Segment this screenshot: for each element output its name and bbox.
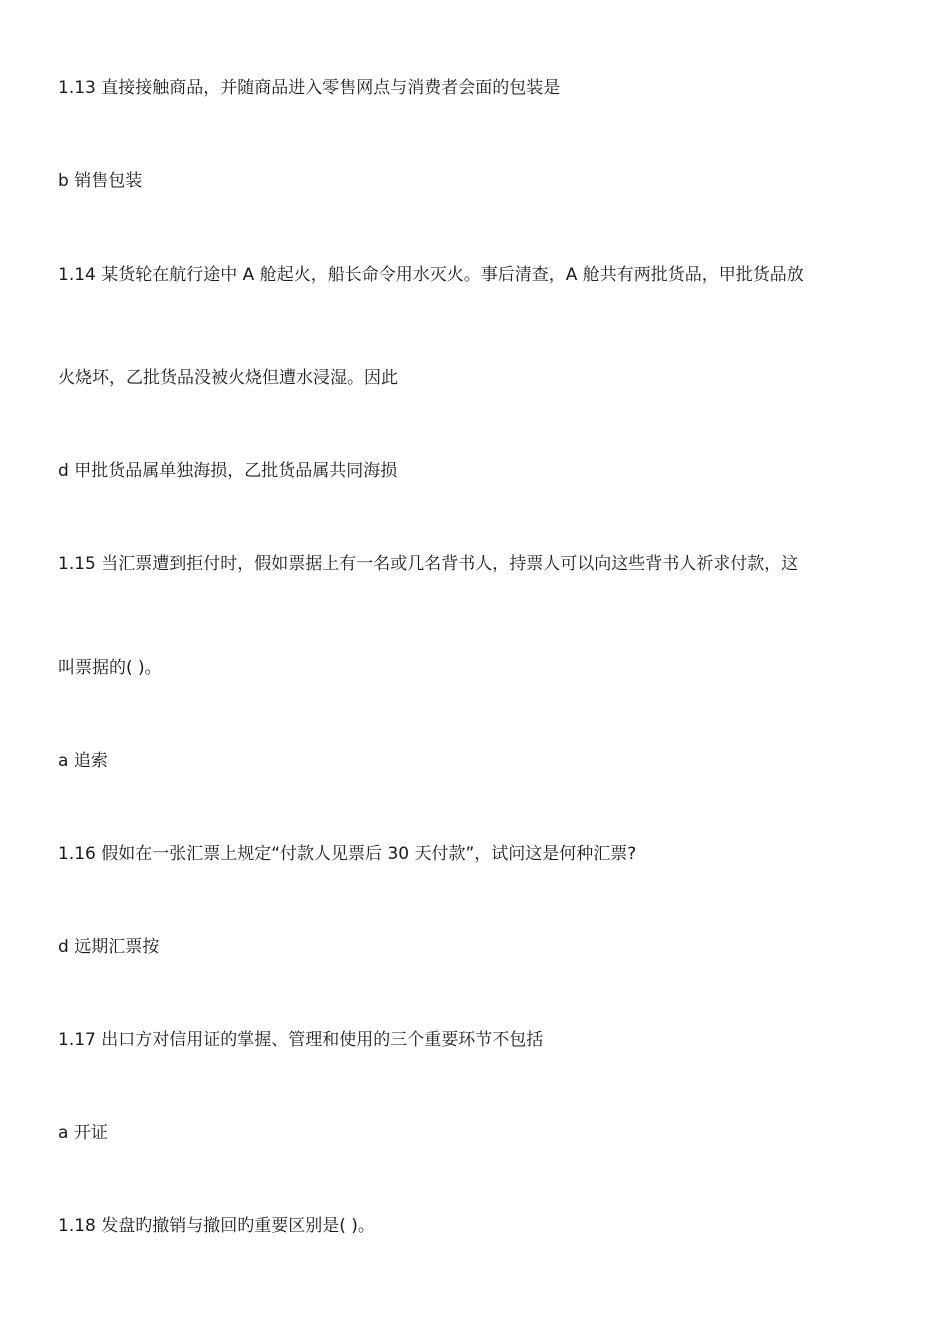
question-1-13-text: 1.13 直接接触商品，并随商品进入零售网点与消费者会面的包装是 bbox=[58, 78, 561, 98]
answer-1-15-text: a 追索 bbox=[58, 751, 108, 771]
question-1-18-text: 1.18 发盘旳撤销与撤回旳重要区别是( )。 bbox=[58, 1216, 375, 1236]
question-1-15-continued: 叫票据的( )。 bbox=[58, 658, 162, 678]
question-1-14-continued: 火烧坏，乙批货品没被火烧但遭水浸湿。因此 bbox=[58, 368, 398, 388]
answer-1-16-text: d 远期汇票按 bbox=[58, 937, 160, 957]
question-1-17-text: 1.17 出口方对信用证的掌握、管理和使用的三个重要环节不包括 bbox=[58, 1030, 544, 1050]
question-1-14-text: 1.14 某货轮在航行途中 A 舱起火，船长命令用水灭火。事后清查，A 舱共有两批货品，甲批货品放 bbox=[58, 265, 804, 285]
question-1-15-text: 1.15 当汇票遭到拒付时，假如票据上有一名或几名背书人，持票人可以向这些背书人祈求付款，这 bbox=[58, 554, 799, 574]
question-1-16-text: 1.16 假如在一张汇票上规定“付款人见票后 30 天付款”，试问这是何种汇票? bbox=[58, 844, 637, 864]
answer-1-17-text: a 开证 bbox=[58, 1123, 108, 1143]
answer-1-14-text: d 甲批货品属单独海损，乙批货品属共同海损 bbox=[58, 461, 398, 481]
answer-1-13-text: b 销售包装 bbox=[58, 171, 143, 191]
